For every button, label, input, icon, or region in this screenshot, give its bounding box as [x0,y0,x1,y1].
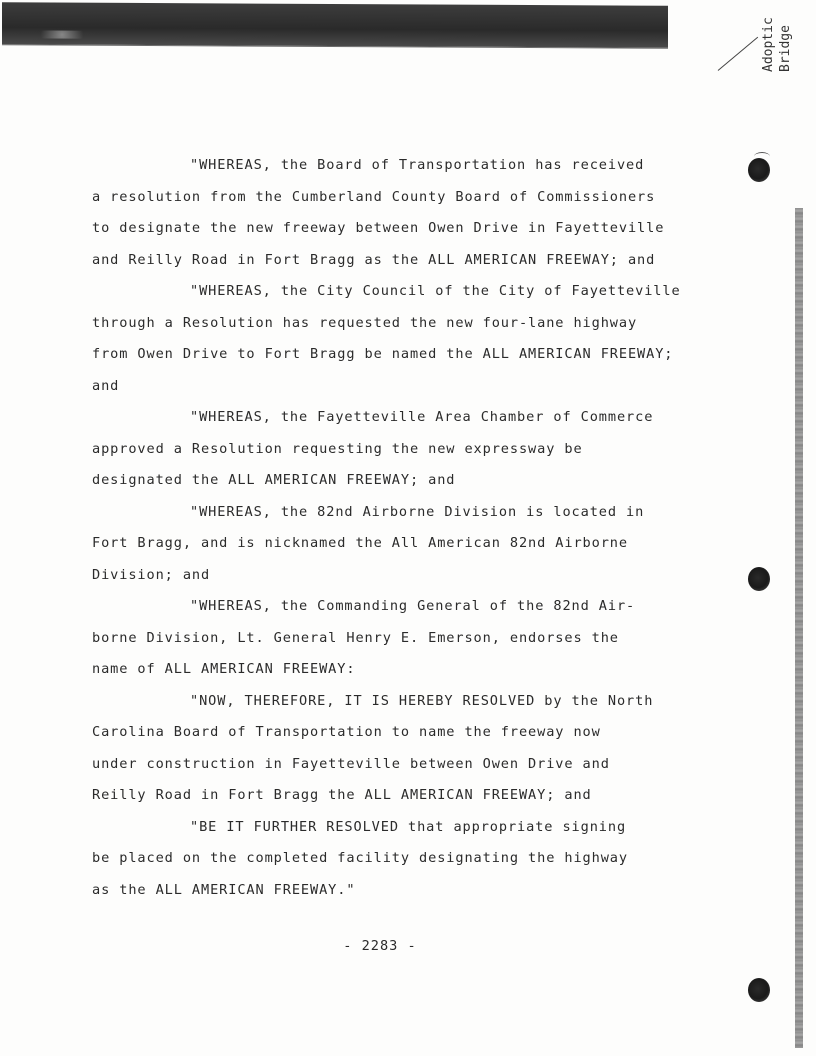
punch-hole-middle [748,567,770,591]
text-line: and Reilly Road in Fort Bragg as the ALL AMERICAN FREEWAY; and [92,251,656,268]
corner-note-line-2: Bridge [778,25,793,72]
corner-note-text [760,17,794,72]
text-line: "WHEREAS, the Fayetteville Area Chamber of Commerce [190,409,654,425]
text-line: Fort Bragg, and is nicknamed the All American 82nd Airborne [92,535,628,551]
text-line: approved a Resolution requesting the new expressway be [92,440,583,457]
page-edge-shadow [795,208,803,1048]
text-line: to designate the new freeway between Owen Drive in Fayetteville [92,220,665,236]
text-line: designated the ALL AMERICAN FREEWAY; and [92,472,456,488]
text-line: through a Resolution has requested the new four-lane highway [92,314,638,331]
punch-hole-top [748,158,770,182]
text-line: "WHEREAS, the 82nd Airborne Division is located in [190,503,645,520]
text-line: "WHEREAS, the Board of Transportation has received [190,157,645,173]
text-line: from Owen Drive to Fort Bragg be named the ALL AMERICAN FREEWAY; [92,346,674,362]
scan-shadow-bar [2,2,668,48]
page-number: - 2283 - [343,938,417,954]
text-line: "BE IT FURTHER RESOLVED that appropriate signing [190,818,627,835]
text-line: name of ALL AMERICAN FREEWAY: [92,661,356,677]
text-line: "NOW, THEREFORE, IT IS HEREBY RESOLVED by the North [190,692,654,709]
text-line: "WHEREAS, the City Council of the City of Fayetteville [190,283,681,299]
corner-note-line-1: Adoptic [761,17,776,72]
text-line: "WHEREAS, the Commanding General of the 82nd Air- [190,598,636,614]
punch-hole-bottom [748,978,770,1002]
resolution-text [92,150,732,906]
text-line: borne Division, Lt. General Henry E. Emerson, endorses the [92,629,619,646]
text-line: Carolina Board of Transportation to name the freeway now [92,724,601,740]
text-line: under construction in Fayetteville between Owen Drive and [92,755,610,772]
text-line: Reilly Road in Fort Bragg the ALL AMERICAN FREEWAY; and [92,787,592,803]
text-line: Division; and [92,566,211,583]
text-line: be placed on the completed facility designating the highway [92,850,628,866]
text-line: and [92,377,120,394]
text-line: as the ALL AMERICAN FREEWAY." [92,881,356,898]
corner-handwritten-note [752,2,816,88]
text-line: a resolution from the Cumberland County Board of Commissioners [92,188,656,205]
